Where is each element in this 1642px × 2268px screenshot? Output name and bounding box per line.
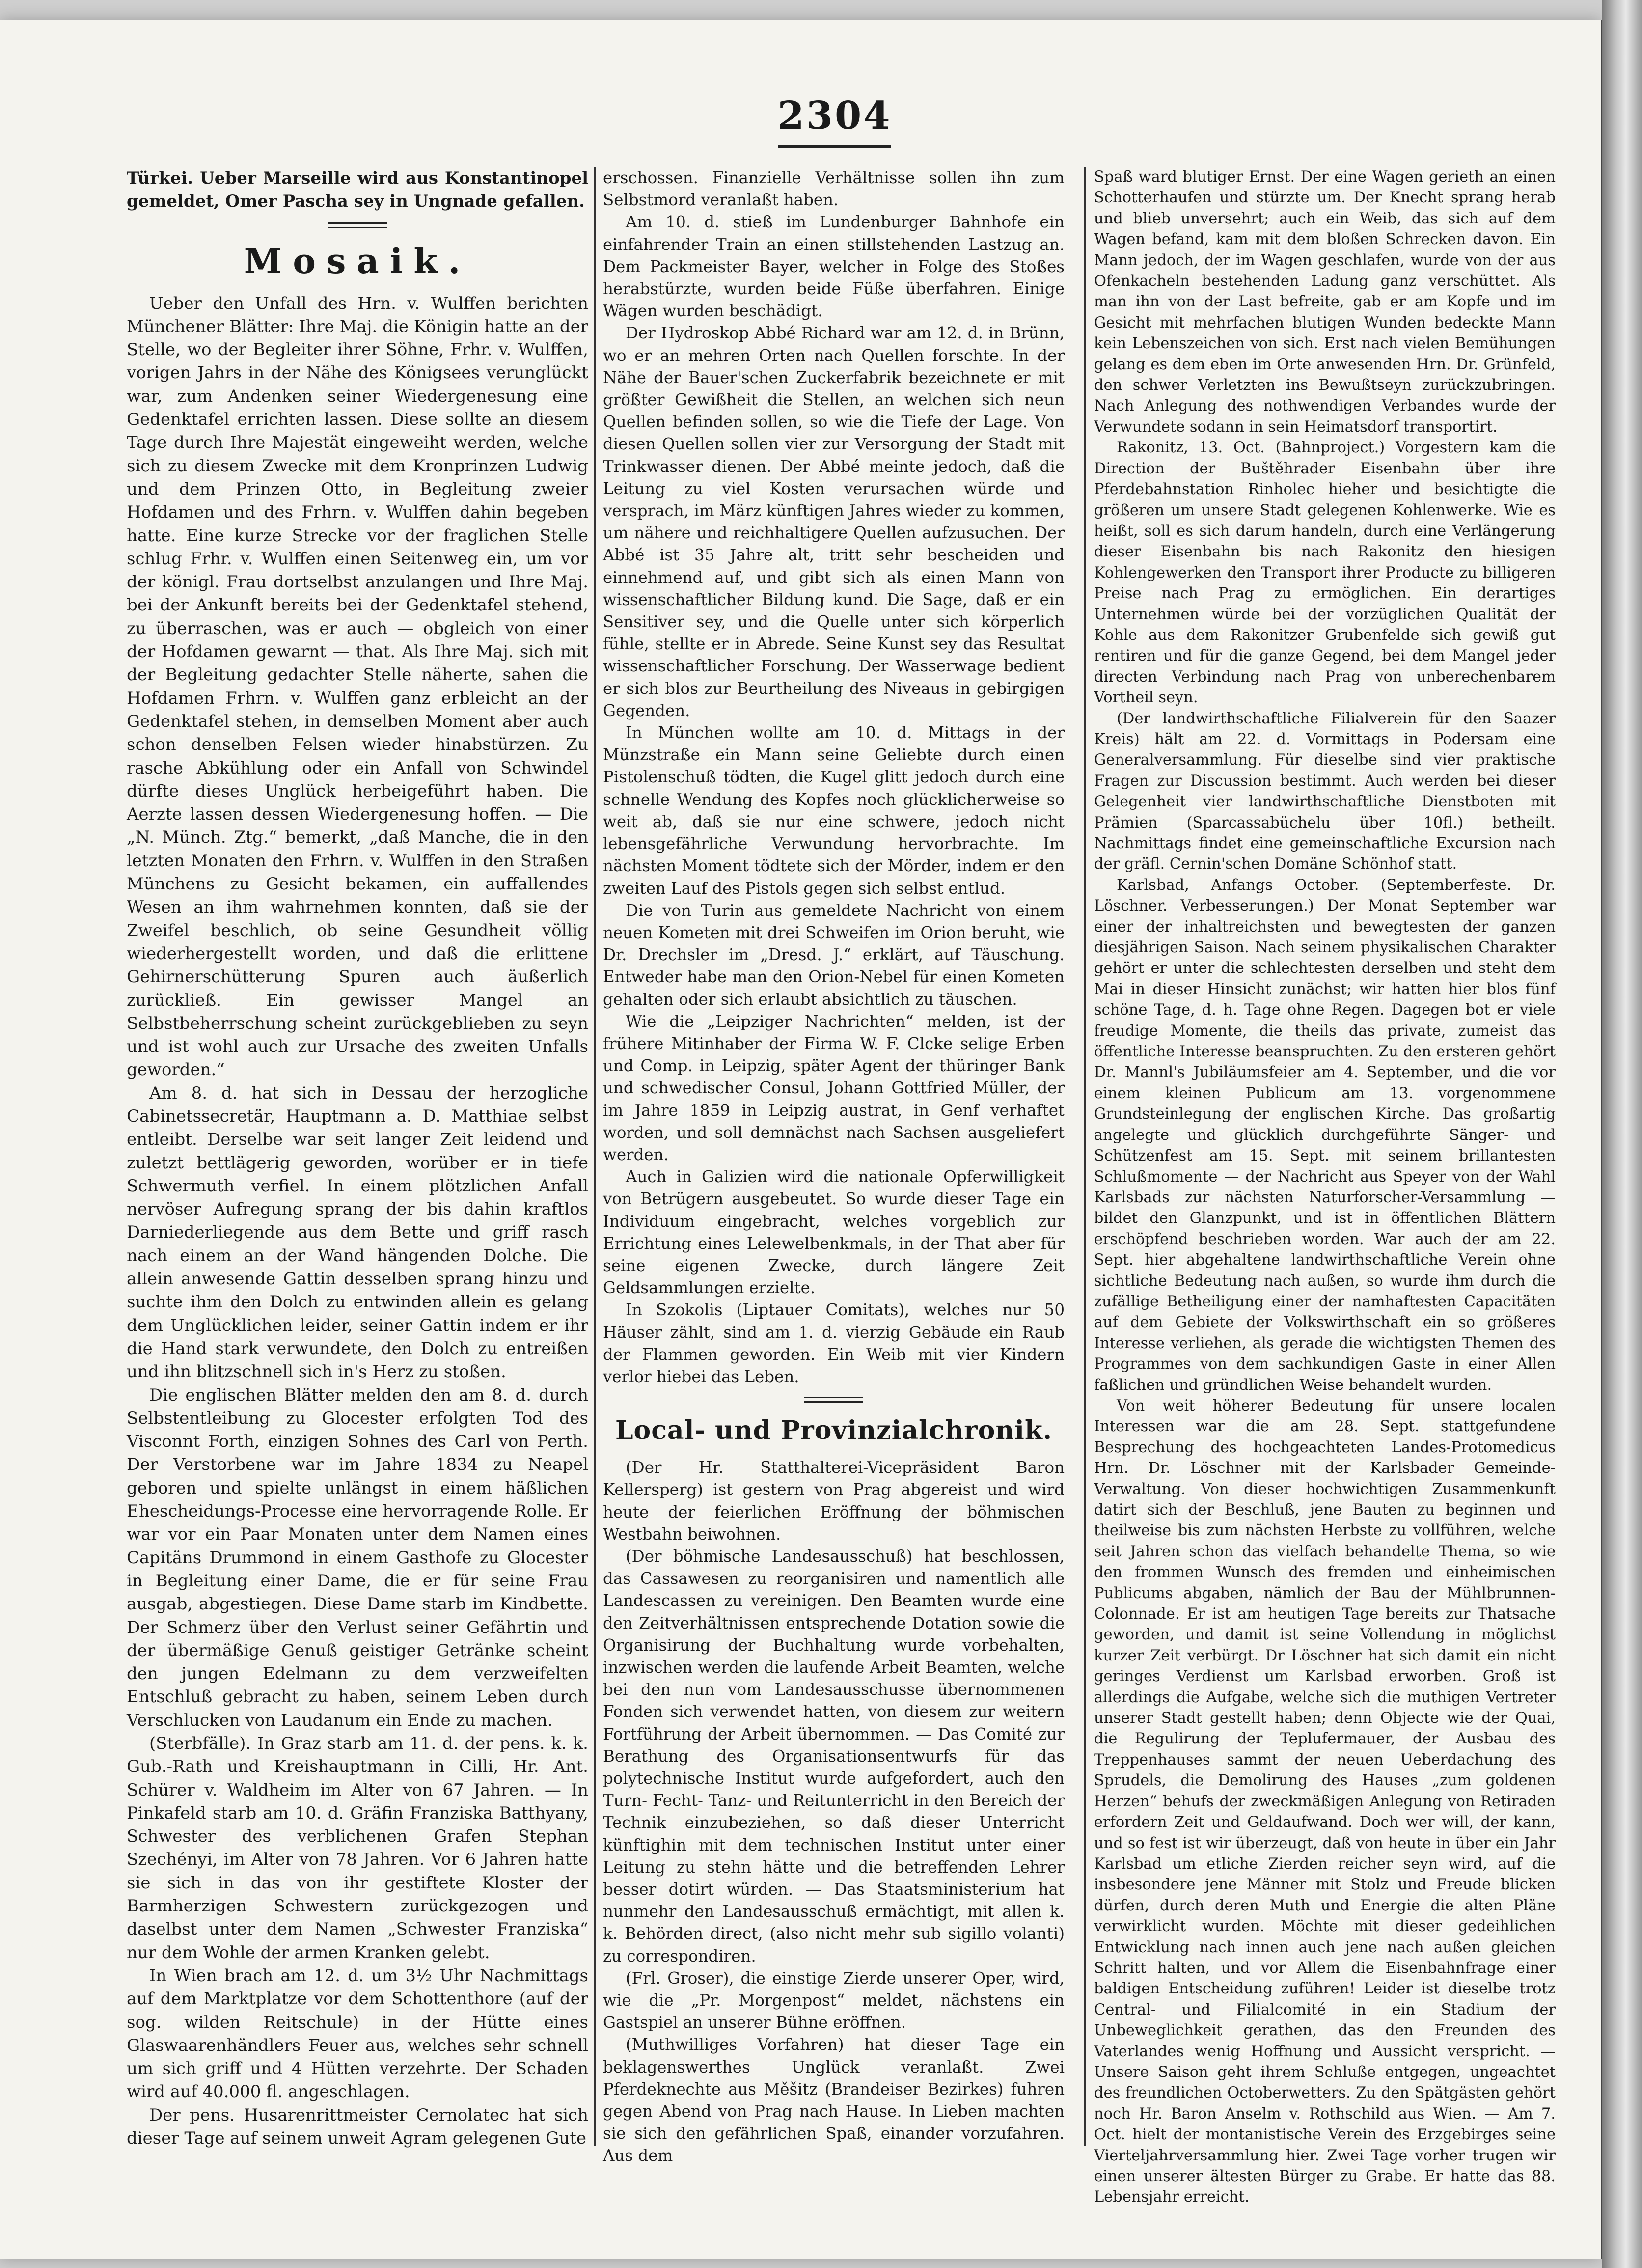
column-1 [127,167,588,2150]
article-paragraph: Am 8. d. hat sich in Dessau der herzogliche Cabinetssecretär, Hauptmann a. D. Matthiae selbst entleibt. Derselbe war seit langer Zeit leidend und zuletzt bettlägerig geworden, worüber er in tiefe Schwermuth verfiel. In einem plötzlichen Anfall nervöser Aufregung sprang der bis dahin kraftlos Darniederliegende aus dem Bette und griff rasch nach einem an der Wand hängenden Dolche. Die allein anwesende Gattin desselben sprang hinzu und suchte ihm den Dolch zu entwinden allein es gelang dem Unglücklichen leider, seiner Gattin indem er ihr die Hand stark verwundete, den Dolch zu entreißen und ihn blitzschnell sich in's Herz zu stoßen. [127,1083,588,1382]
article-paragraph: Ueber den Unfall des Hrn. v. Wulffen berichten Münchener Blätter: Ihre Maj. die Königin hatte an der Stelle, wo der Begleiter ihrer Söhne, Frhr. v. Wulffen, vorigen Jahrs in der Nähe des Königsees verunglückt war, zum Andenken seiner Wiedergenesung eine Gedenktafel errichten lassen. Diese sollte an diesem Tage durch Ihre Majestät eingeweiht werden, welche sich zu diesem Zwecke mit dem Kronprinzen Ludwig und dem Prinzen Otto, in Begleitung zweier Hofdamen und des Frhrn. v. Wulffen dahin begeben hatte. Eine kurze Strecke vor der fraglichen Stelle schlug Frhr. v. Wulffen einen Seitenweg ein, um vor der königl. Frau dortselbst anzulangen und Ihre Maj. bei der Ankunft bereits bei der Gedenktafel stehend, zu überraschen, was er auch — obgleich von einer der Hofdamen gewarnt — that. Als Ihre Maj. sich mit der Begleitung gedachter Stelle näherte, sahen die Hofdamen Frhrn. v. Wulffen ganz erbleicht an der Gedenktafel stehen, in demselben Moment aber auch schon denselben Felsen wieder hinabstürzen. Zu rasche Abkühlung oder ein Anfall von Schwindel dürfte dieses Unglück herbeigeführt haben. Die Aerzte lassen dessen Wiedergenesung hoffen. — Die „N. Münch. Ztg.“ bemerkt, „daß Manche, die in den letzten Monaten den Frhrn. v. Wulffen in den Straßen Münchens zu Gesicht bekamen, ein auffallendes Wesen an ihm wahrnehmen konnten, daß sie der Zweifel beschlich, ob seine Gesundheit völlig wiederhergestellt worden, und daß die erlittene Gehirnerschütterung Spuren auch äußerlich zurückließ. Ein gewisser Mangel an Selbstbeherrschung scheint zurückgeblieben zu seyn und ist wohl auch zur Ursache des zweiten Unfalls geworden.“ [127,293,588,1080]
article-paragraph: In Szokolis (Liptauer Comitats), welches nur 50 Häuser zählt, sind am 1. d. vierzig Gebäude ein Raub der Flammen geworden. Ein Weib mit vier Kindern verlor hiebei das Leben. [603,1300,1065,1386]
article-paragraph: erschossen. Finanzielle Verhältnisse sollen ihn zum Selbstmord veranlaßt haben. [603,168,1065,210]
column-3 [1094,167,1556,2208]
article-paragraph: (Muthwilliges Vorfahren) hat dieser Tage ein beklagenswerthes Unglück veranlaßt. Zwei Pferdeknechte aus Měšitz (Brandeiser Bezirkes) fuhren gegen Abend von Prag nach Hause. In Lieben machten sie sich den gefährlichen Spaß, einander vorzufahren. Aus dem [603,2035,1065,2165]
article-paragraph: Der pens. Husarenrittmeister Cernolatec hat sich dieser Tage auf seinem unweit Agram gelegenen Gute [127,2105,588,2149]
column-2 [603,167,1065,2167]
article-paragraph: Die englischen Blätter melden den am 8. d. durch Selbstentleibung zu Glocester erfolgten Tod des Visconnt Forth, einzigen Sohnes des Carl von Perth. Der Verstorbene war im Jahre 1834 zu Neapel geboren und spielte unlängst in einem häßlichen Ehescheidungs-Processe eine hervorragende Rolle. Er war vor ein Paar Monaten unter dem Namen eines Capitäns Drummond in einem Gasthofe zu Glocester in Begleitung einer Dame, die er für seine Frau ausgab, abgestiegen. Diese Dame starb im Kindbette. Der Schmerz über den Verlust seiner Gefährtin und der übermäßige Genuß geistiger Getränke scheint den jungen Edelmann zu dem verzweifelten Entschluß gebracht zu haben, seinem Leben durch Verschlucken von Laudanum ein Ende zu machen. [127,1385,588,1730]
article-paragraph: (Sterbfälle). In Graz starb am 11. d. der pens. k. k. Gub.-Rath und Kreishauptmann in Cilli, Hr. Ant. Schürer v. Waldheim im Alter von 67 Jahren. — In Pinkafeld starb am 10. d. Gräfin Franziska Batthyany, Schwester des verblichenen Grafen Stephan Szechényi, im Alter von 78 Jahren. Vor 6 Jahren hatte sie sich in das von ihr gestiftete Kloster der Barmherzigen Schwestern zurückgezogen und daselbst unter dem Namen „Schwester Franziska“ nur dem Wohle der armen Kranken gelebt. [127,1734,588,1963]
newspaper-page [0,20,1601,2259]
article-paragraph: Der Hydroskop Abbé Richard war am 12. d. in Brünn, wo er an mehren Orten nach Quellen forschte. In der Nähe der Bauer'schen Zuckerfabrik bezeichnete er mit größter Gewißheit die Stellen, an welchen sich neun Quellen befinden sollen, so wie die Tiefe der Lage. Von diesen Quellen sollen vier zur Versorgung der Stadt mit Trinkwasser dienen. Der Abbé meinte jedoch, daß die Leitung zu viel Kosten verursachen würde und versprach, im März künftigen Jahres wieder zu kommen, um nähere und reichhaltigere Quellen aufzusuchen. Der Abbé ist 35 Jahre alt, tritt sehr bescheiden und einnehmend auf, und gibt sich als einen Mann von wissenschaftlicher Bildung kund. Die Sage, daß er ein Sensitiver sey, und die Quelle unter sich körperlich fühle, stellte er in Abrede. Seine Kunst sey das Resultat wissenschaftlicher Forschung. Der Wasserwage bedient er sich blos zur Beurtheilung des Niveaus in gebirgigen Gegenden. [603,324,1065,720]
article-paragraph: Spaß ward blutiger Ernst. Der eine Wagen gerieth an einen Schotterhaufen und stürzte um. Der Knecht sprang herab und blieb unversehrt; auch ein Weib, das sich auf dem Wagen befand, kam mit dem bloßen Schrecken davon. Ein Mann jedoch, der im Wagen geschlafen, wurde von der aus Ofenkacheln bestehenden Ladung ganz verschüttet. Als man ihn von der Last befreite, gab er am Kopfe und im Gesicht mit mehrfachen blutigen Wunden bedeckte Mann kein Lebenszeichen von sich. Erst nach vielen Bemühungen gelang es dem eben im Orte anwesenden Hrn. Dr. Grünfeld, den schwer Verletzten ins Bewußtseyn zurückzubringen. Nach Anlegung des nothwendigen Verbandes wurde der Verwundete sodann in sein Heimatsdorf transportirt. [1094,168,1556,436]
column-divider [1084,167,1086,2146]
section-rule [328,222,387,228]
article-paragraph: Wie die „Leipziger Nachrichten“ melden, ist der frühere Mitinhaber der Firma W. F. Clcke selige Erben und Comp. in Leipzig, später Agent der thüringer Bank und schwedischer Consul, Johann Gottfried Müller, der im Jahre 1859 in Leipzig austrat, in Genf verhaftet worden, und soll demnächst nach Sachsen ausgeliefert werden. [603,1012,1065,1164]
article-paragraph: In Wien brach am 12. d. um 3½ Uhr Nachmittags auf dem Marktplatze vor dem Schottenthore (auf der sog. wilden Reitschule) in der Hütte eines Glaswaarenhändlers Feuer aus, welches sehr schnell um sich griff und 4 Hütten verzehrte. Der Schaden wird auf 40.000 fl. angeschlagen. [127,1965,588,2102]
article-paragraph: (Der landwirthschaftliche Filialverein für den Saazer Kreis) hält am 22. d. Vormittags in Podersam eine Generalversammlung. Für dieselbe sind vier praktische Fragen zur Discussion bestimmt. Auch werden bei dieser Gelegenheit vier landwirthschaftliche Dienstboten mit Prämien (Sparcassabüchelu über 10fl.) betheilt. Nachmittags findet eine gemeinschaftliche Excursion nach der gräfl. Cernin'schen Domäne Schönhof statt. [1094,710,1556,873]
book-edge [1602,0,1642,2268]
article-paragraph: (Der Hr. Statthalterei-Vicepräsident Baron Kellersperg) ist gestern von Prag abgereist und wird heute der feierlichen Eröffnung der böhmischen Westbahn beiwohnen. [603,1458,1065,1544]
article-paragraph: Rakonitz, 13. Oct. (Bahnproject.) Vorgestern kam die Direction der Buštěhrader Eisenbahn über ihre Pferdebahnstation Rinholec hieher und besichtigte die größeren um unsere Stadt gelegenen Kohlenwerke. Wie es heißt, soll es sich darum handeln, durch eine Verlängerung dieser Eisenbahn bis nach Rakonitz den hiesigen Kohlengewerken den Transport ihrer Producte zu billigeren Preise nach Prag zu ermöglichen. Ein derartiges Unternehmen würde bei der vorzüglichen Qualität der Kohle aus dem Rakonitzer Grubenfelde sich gewiß gut rentiren und für die ganze Gegend, bei dem Mangel jeder directen Verbindung nach Prag von unberechenbarem Vortheil seyn. [1094,439,1556,707]
section-rule [804,1397,863,1403]
local-chronicle-heading: Local- und Provinzialchronik. [615,1415,1053,1446]
page-number-rule [778,145,891,148]
article-paragraph: In München wollte am 10. d. Mittags in der Münzstraße ein Mann seine Geliebte durch einen Pistolenschuß tödten, die Kugel glitt jedoch durch eine schnelle Wendung des Kopfes noch glücklicherweise so weit ab, daß sie nur eine schwere, jedoch nicht lebensgefährliche Verwundung hervorbrachte. Im nächsten Moment tödtete sich der Mörder, indem er den zweiten Lauf des Pistols gegen sich selbst entlud. [603,723,1065,898]
article-paragraph: Auch in Galizien wird die nationale Opferwilligkeit von Betrügern ausgebeutet. So wurde dieser Tage ein Individuum eingebracht, welches vorgeblich zur Errichtung eines Lelewelbenkmals, in der That aber für seine eigenen Zwecke, durch längere Zeit Geldsammlungen erzielte. [603,1167,1065,1298]
mosaik-heading: Mosaik. [244,240,471,281]
article-paragraph: Karlsbad, Anfangs October. (Septemberfeste. Dr. Löschner. Verbesserungen.) Der Monat September war einer der inhaltreichsten und bewegtesten der ganzen diesjährigen Saison. Nach seinem physikalischen Charakter gehört er unter die schlechtesten derselben und steht dem Mai in dieser Hinsicht zunächst; wir hatten hier blos fünf schöne Tage, d. h. Tage ohne Regen. Dagegen bot er viele freudige Momente, die theils das private, zumeist das öffentliche Interesse beanspruchten. Zu den ersteren gehört Dr. Mannl's Jubiläumsfeier am 4. September, und die vor einem kleinen Publicum am 13. vorgenommene Grundsteinlegung der englischen Kirche. Das großartig angelegte und glücklich durchgeführte Sänger- und Schützenfest am 15. Sept. mit seinem brillantesten Schlußmomente — der Nachricht aus Speyer von der Wahl Karlsbads zur nächsten Naturforscher-Versammlung — bildet den Glanzpunkt, und ist in öffentlichen Blättern erschöpfend beschrieben worden. War auch der am 22. Sept. hier abgehaltene landwirthschaftliche Verein ohne sichtliche Bedeutung nach außen, so wurde ihm durch die zufällige Betheiligung einer der namhaftesten Capacitäten auf dem Gebiete der Volkswirthschaft ein so größeres Interesse verliehen, als gerade die wichtigsten Themen des Programmes von dem sachkundigen Gaste in einer Allen faßlichen und gründlichen Weise behandelt wurden. [1094,876,1556,1394]
article-paragraph: Die von Turin aus gemeldete Nachricht von einem neuen Kometen mit drei Schweifen im Orion beruht, wie Dr. Drechsler im „Dresd. J.“ erklärt, auf Täuschung. Entweder habe man den Orion-Nebel für einen Kometen gehalten oder sich erlaubt absichtlich zu täuschen. [603,901,1065,1009]
article-paragraph: Am 10. d. stieß im Lundenburger Bahnhofe ein einfahrender Train an einen stillstehenden Lastzug an. Dem Packmeister Bayer, welcher in Folge des Stoßes herabstürzte, wurden beide Füße überfahren. Einige Wägen wurden beschädigt. [603,213,1065,321]
page-number: 2304 [777,93,892,138]
turkei-article: Türkei. Ueber Marseille wird aus Konstantinopel gemeldet, Omer Pascha sey in Ungnade gefallen. [127,168,588,212]
article-paragraph: Von weit höherer Bedeutung für unsere localen Interessen war die am 28. Sept. stattgefundene Besprechung des hochgeachteten Landes-Protomedicus Hrn. Dr. Löschner mit der Karlsbader Gemeinde-Verwaltung. Von dieser hochwichtigen Zusammenkunft datirt sich der Beschluß, jene Bauten zu beginnen und theilweise bis zum nächsten Herbste zu vollführen, welche seit Jahren schon das vielfach behandelte Thema, so wie den frommen Wunsch des fremden und einheimischen Publicums abgaben, nämlich der Bau der Mühlbrunnen-Colonnade. Er ist am heutigen Tage bereits zur Thatsache geworden, und damit ist seine Vollendung in möglichst kurzer Zeit verbürgt. Dr Löschner hat sich damit ein nicht geringes Verdienst um Karlsbad erworben. Groß ist allerdings die Aufgabe, welche sich die muthigen Vertreter unserer Stadt gestellt haben; denn Objecte wie der Quai, die Regulirung der Teplufermauer, der Ausbau des Treppenhauses sammt der neuen Ueberdachung des Sprudels, die Demolirung des Hauses „zum goldenen Herzen“ behufs der zweckmäßigen Anlegung von Retiraden erfordern Zeit und Geldaufwand. Doch wer will, der kann, und so fest ist wir überzeugt, daß von heute in über ein Jahr Karlsbad um etliche Zierden reicher seyn wird, auf die insbesondere jene Männer mit Stolz und Freude blicken dürfen, durch deren Muth und Energie die alten Pläne verwirklicht wurden. Möchte mit dieser gedeihlichen Entwicklung nach innen auch jene nach außen gleichen Schritt halten, und vor Allem die Eisenbahnfrage einer baldigen Entscheidung zuführen! Leider ist dieselbe trotz Central- und Filialcomité in ein Stadium der Unbeweglichkeit gerathen, das den Freunden des Vaterlandes wenig Hoffnung und Aussicht verspricht. — Unsere Saison geht ihrem Schluße entgegen, ungeachtet des freundlichen Octoberwetters. Zu den Spätgästen gehört noch Hr. Baron Anselm v. Rothschild aus Wien. — Am 7. Oct. hielt der montanistische Verein des Erzgebirges seine Vierteljahrversammlung hier. Zwei Tage vorher trugen wir einen unserer ältesten Bürger zu Grabe. Er hatte das 88. Lebensjahr erreicht. [1094,1397,1556,2206]
article-paragraph: (Frl. Groser), die einstige Zierde unserer Oper, wird, wie die „Pr. Morgenpost“ meldet, nächstens ein Gastspiel an unserer Bühne eröffnen. [603,1968,1065,2032]
article-paragraph: (Der böhmische Landesausschuß) hat beschlossen, das Cassawesen zu reorganisiren und namentlich alle Landescassen zu vereinigen. Den Beamten wurde eine den Zeitverhältnissen entsprechende Dotation sowie die Organisirung der Buchhaltung wurde vorbehalten, inzwischen werden die laufende Arbeit Beamten, welche bei den nun vom Landesausschusse übernommenen Fonden sich verwendet hatten, von diesem zur weitern Fortführung der Arbeit übernommen. — Das Comité zur Berathung des Organisationsentwurfs für das polytechnische Institut wurde aufgefordert, auch den Turn- Fecht- Tanz- und Reitunterricht in den Bereich der Technik einzubeziehen, so daß dieser Unterricht künftighin mit dem technischen Institut unter einer Leitung zu stehn hätte und die betreffenden Lehrer besser dotirt würden. — Das Staatsministerium hat nunmehr den Landesausschuß ermächtigt, mit allen k. k. Behörden direct, (also nicht mehr sub sigillo volanti) zu correspondiren. [603,1547,1065,1965]
column-divider [594,167,596,2146]
